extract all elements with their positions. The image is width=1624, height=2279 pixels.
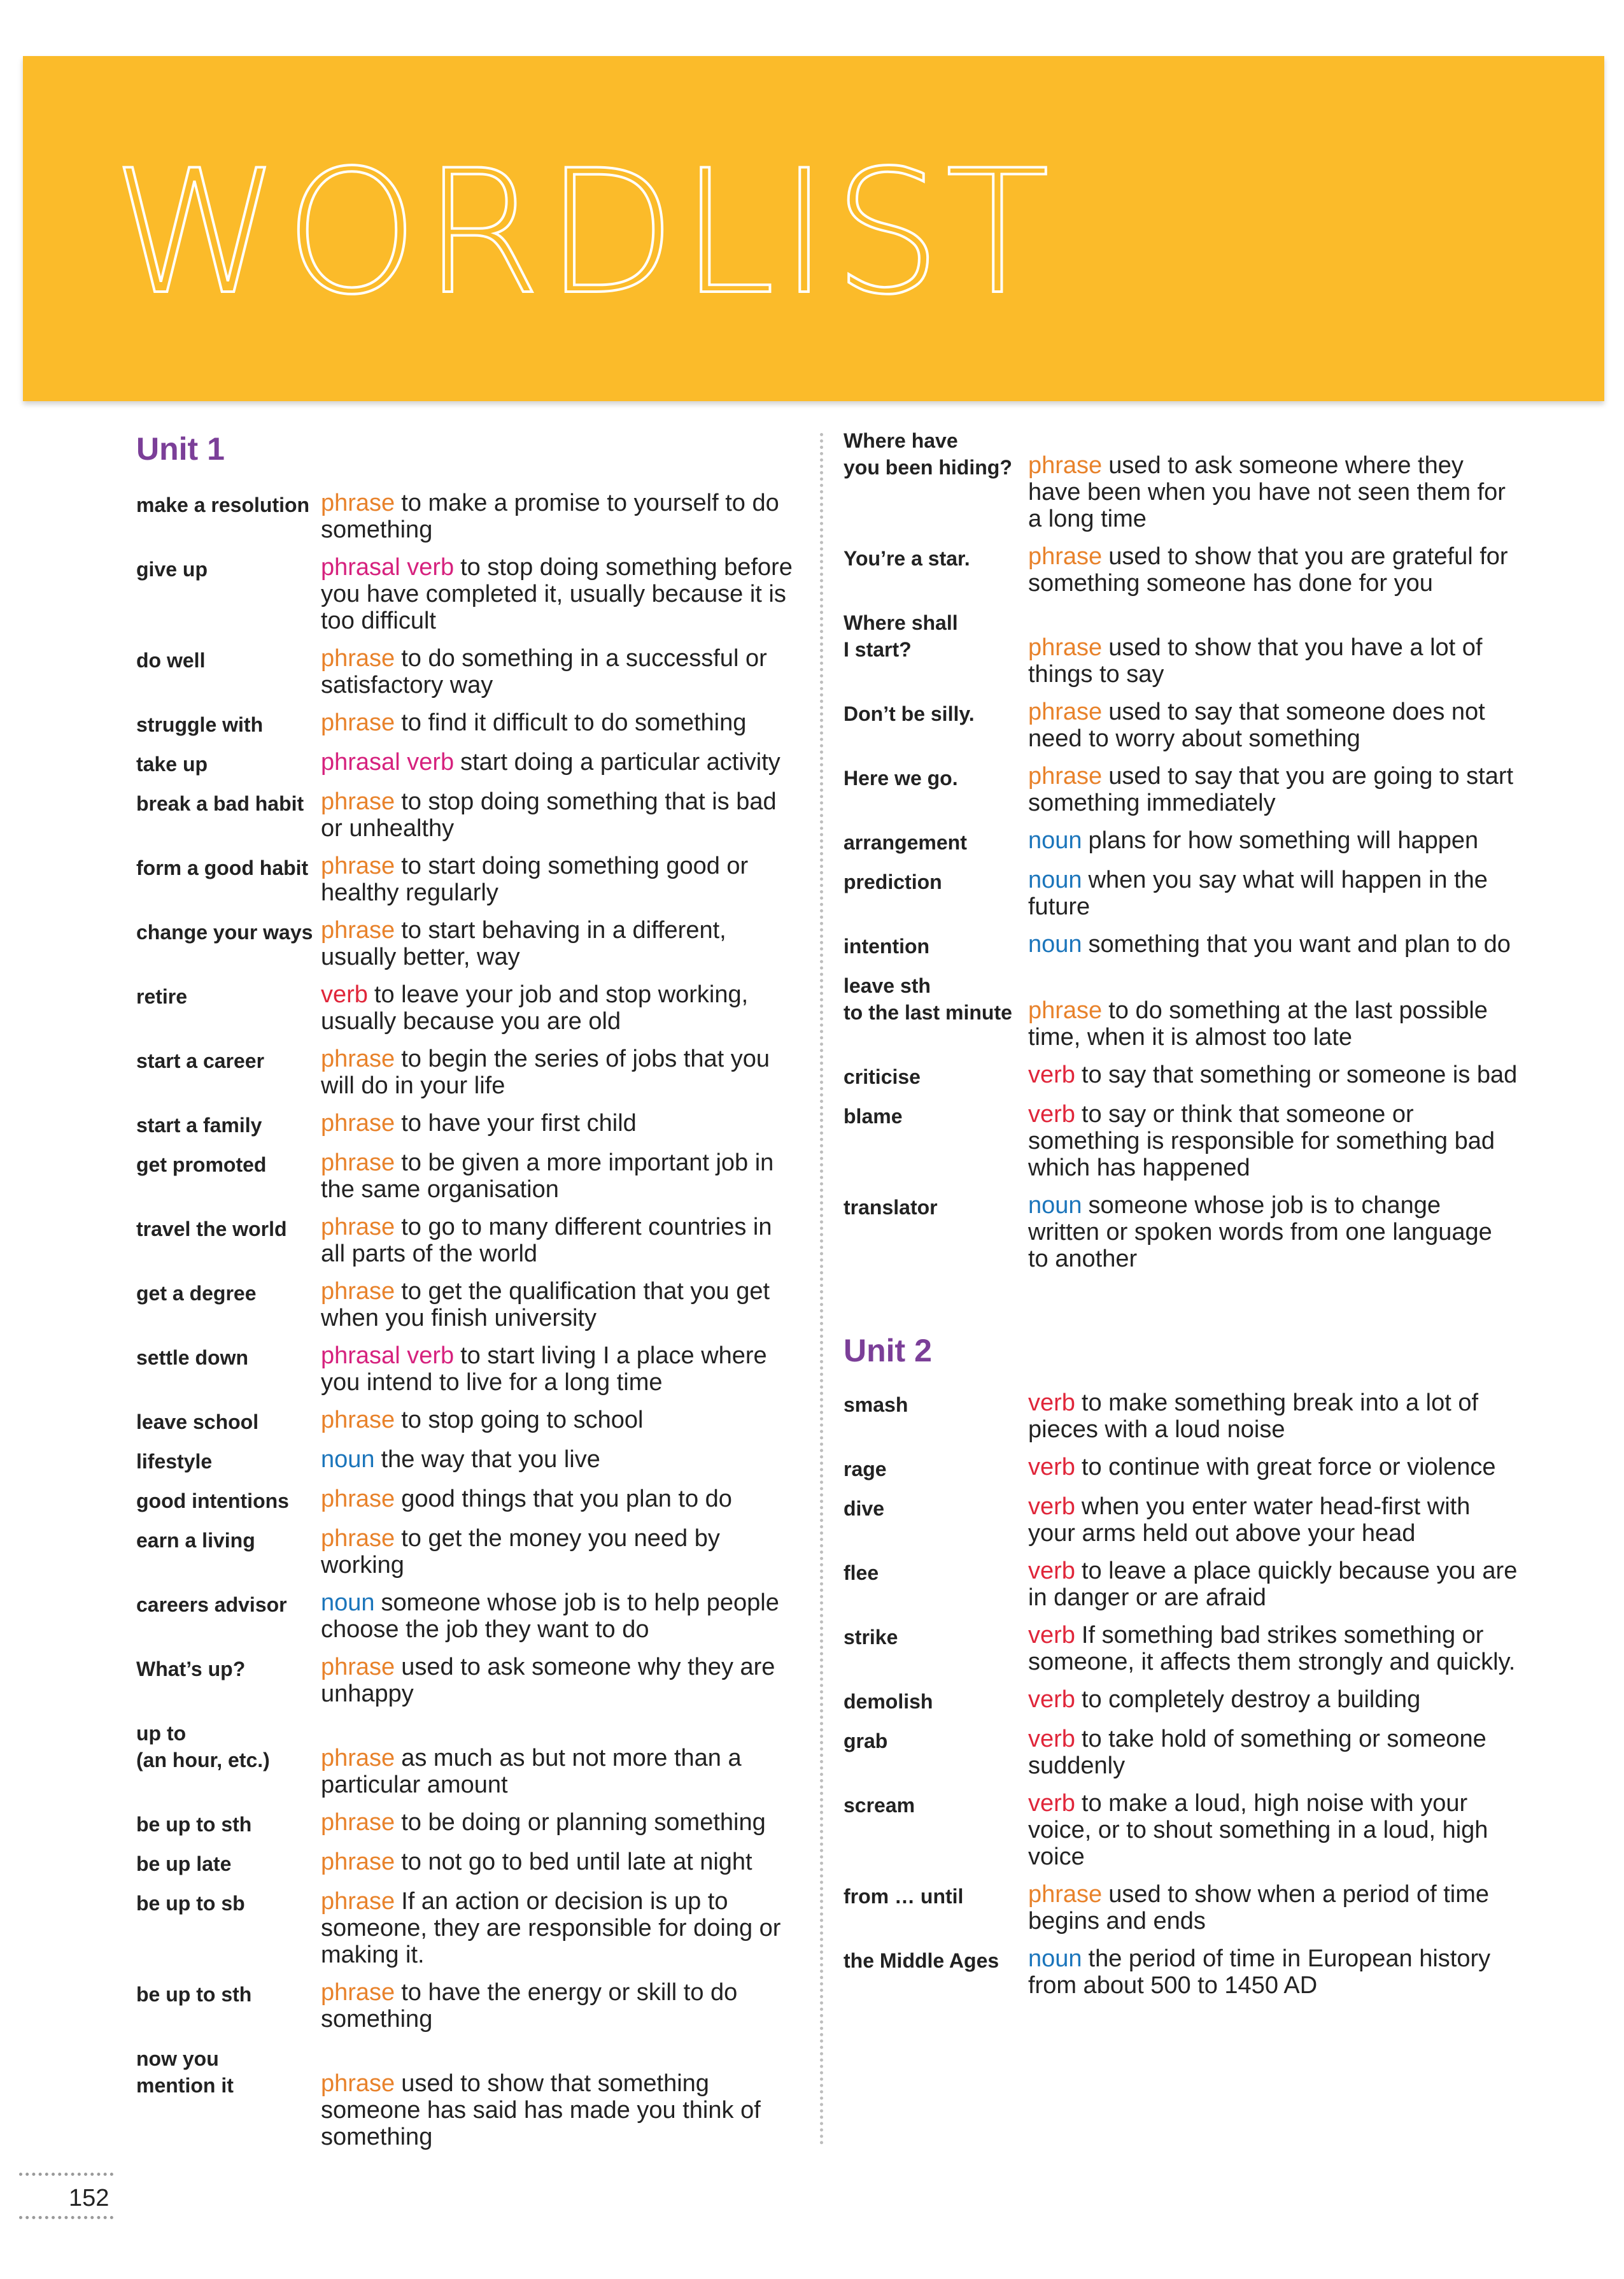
part-of-speech: phrase: [321, 645, 395, 672]
entry-definition-block: [321, 1525, 798, 1579]
entry-definition: used to say that someone does not need to worry about something: [1028, 699, 1485, 752]
entry-definition: something that you want and plan to do: [1088, 931, 1511, 958]
column-divider: [820, 433, 823, 2146]
entry-definition-block: [321, 1486, 798, 1512]
entry-definition-block: [1028, 425, 1518, 532]
wordlist-entry: [136, 1110, 798, 1139]
entry-term: struggle with: [136, 713, 264, 736]
entry-term: now you mention it: [136, 2047, 234, 2097]
entry-definition: to begin the series of jobs that you will do in your life: [321, 1046, 770, 1099]
entry-definition: to completely destroy a building: [1081, 1686, 1421, 1713]
entry-definition-block: [1028, 607, 1518, 688]
entry-term: criticise: [844, 1065, 921, 1088]
entry-term: You’re a star.: [844, 547, 970, 570]
part-of-speech: verb: [1028, 1622, 1075, 1649]
entry-definition-block: [321, 1809, 798, 1836]
page-number-rule: [19, 2216, 113, 2219]
entry-term: arrangement: [844, 831, 967, 854]
entry-definition: to stop doing something that is bad or unhealthy: [321, 788, 777, 842]
wordlist-entry: [844, 970, 1518, 1051]
part-of-speech: phrase: [321, 1979, 395, 2006]
part-of-speech: verb: [1028, 1790, 1075, 1817]
entry-definition-block: [1028, 1686, 1518, 1713]
entry-definition-block: [321, 1214, 798, 1267]
entry-definition-block: [1028, 1558, 1518, 1611]
entry-term: get promoted: [136, 1153, 267, 1176]
entry-term: start a family: [136, 1114, 262, 1137]
right-column: [844, 425, 1518, 2010]
entry-definition: to start doing something good or healthy regularly: [321, 853, 749, 906]
entry-term: Where shall I start?: [844, 611, 958, 661]
entry-term: Don’t be silly.: [844, 702, 975, 725]
entry-definition: used to show when a period of time begins and ends: [1028, 1881, 1489, 1935]
entry-term: get a degree: [136, 1282, 257, 1305]
entry-definition: If something bad strikes something or someone, it affects them strongly and quickly.: [1028, 1622, 1516, 1675]
wordlist-entry: [136, 1979, 798, 2033]
part-of-speech: verb: [321, 981, 368, 1008]
entry-definition: to continue with great force or violence: [1081, 1454, 1496, 1480]
entry-term: rage: [844, 1458, 887, 1480]
entry-definition: when you enter water head-first with your arms held out above your head: [1028, 1493, 1471, 1547]
entry-definition: to get the money you need by working: [321, 1525, 720, 1579]
page-title: WORDLIST: [112, 134, 1054, 332]
entry-term: start a career: [136, 1049, 265, 1072]
entry-term: take up: [136, 753, 208, 776]
entry-term: retire: [136, 985, 188, 1008]
part-of-speech: phrase: [321, 1110, 395, 1137]
entry-definition-block: [1028, 1493, 1518, 1547]
wordlist-entry: [844, 1945, 1518, 1999]
wordlist-entry: [136, 709, 798, 738]
wordlist-entry: [844, 699, 1518, 752]
entry-definition-block: [321, 1046, 798, 1099]
entry-definition: to find it difficult to do something: [401, 709, 747, 736]
entry-definition: to stop going to school: [401, 1407, 644, 1433]
entry-term: Where have you been hiding?: [844, 429, 1012, 479]
part-of-speech: phrase: [1028, 763, 1103, 790]
part-of-speech: verb: [1028, 1454, 1075, 1480]
entry-definition-block: [1028, 1790, 1518, 1870]
entry-definition-block: [1028, 827, 1518, 854]
entry-definition: to get the qualification that you get when you finish university: [321, 1278, 770, 1331]
entry-term: earn a living: [136, 1529, 255, 1552]
wordlist-entry: [136, 1849, 798, 1877]
part-of-speech: verb: [1028, 1389, 1075, 1416]
part-of-speech: noun: [1028, 931, 1082, 958]
entry-definition: to leave a place quickly because you are in danger or are afraid: [1028, 1558, 1518, 1611]
entry-definition-block: [321, 1849, 798, 1875]
wordlist-entry: [136, 749, 798, 777]
part-of-speech: verb: [1028, 1686, 1075, 1713]
entry-definition-block: [1028, 1881, 1518, 1935]
part-of-speech: phrase: [1028, 634, 1103, 661]
entry-definition-block: [321, 2043, 798, 2150]
wordlist-entry: [136, 2043, 798, 2150]
entry-definition: to do something at the last possible time, when it is almost too late: [1028, 997, 1488, 1051]
part-of-speech: phrase: [321, 1407, 395, 1433]
part-of-speech: noun: [1028, 1192, 1082, 1219]
entry-term: settle down: [136, 1346, 249, 1369]
part-of-speech: phrasal verb: [321, 554, 455, 581]
entry-definition: start doing a particular activity: [460, 749, 780, 776]
page-number-rule: [19, 2173, 113, 2176]
entry-term: leave school: [136, 1410, 259, 1433]
entry-definition: as much as but not more than a particular amount: [321, 1745, 742, 1798]
entry-definition: to be given a more important job in the same organisation: [321, 1149, 774, 1203]
entry-definition: used to show that you are grateful for something someone has done for you: [1028, 543, 1508, 597]
entry-term: scream: [844, 1794, 915, 1817]
entry-term: change your ways: [136, 921, 313, 944]
entry-definition-block: [1028, 1945, 1518, 1999]
entry-definition: to have your first child: [401, 1110, 637, 1137]
part-of-speech: noun: [321, 1589, 375, 1616]
wordlist-entry: [844, 543, 1518, 597]
wordlist-entry: [136, 1809, 798, 1838]
part-of-speech: phrase: [321, 490, 395, 516]
part-of-speech: phrase: [321, 1888, 395, 1915]
wordlist-entry: [136, 1046, 798, 1099]
entry-term: make a resolution: [136, 493, 310, 516]
entry-definition: to say that something or someone is bad: [1081, 1061, 1518, 1088]
entry-term: Here we go.: [844, 767, 958, 790]
entry-definition-block: [1028, 1622, 1518, 1675]
part-of-speech: phrase: [321, 2070, 395, 2097]
wordlist-entry: [136, 1888, 798, 1968]
wordlist-entry: [136, 788, 798, 842]
part-of-speech: phrasal verb: [321, 1342, 455, 1369]
part-of-speech: verb: [1028, 1558, 1075, 1584]
wordlist-entry: [844, 1389, 1518, 1443]
entry-definition: to say or think that someone or something is responsible for something bad which has happened: [1028, 1101, 1495, 1181]
wordlist-entry: [844, 1493, 1518, 1547]
wordlist-entry: [136, 1278, 798, 1331]
entry-definition-block: [1028, 1192, 1518, 1272]
wordlist-entry: [136, 1589, 798, 1643]
entry-definition-block: [321, 645, 798, 699]
entry-term: the Middle Ages: [844, 1949, 999, 1972]
entry-definition: plans for how something will happen: [1088, 827, 1479, 854]
entry-definition: used to show that something someone has said has made you think of something: [321, 2070, 761, 2150]
entry-definition: used to show that you have a lot of things to say: [1028, 634, 1483, 688]
wordlist-entry: [844, 607, 1518, 688]
entry-term: grab: [844, 1729, 888, 1752]
entry-definition: the period of time in European history from about 500 to 1450 AD: [1028, 1945, 1491, 1999]
wordlist-entry: [136, 853, 798, 906]
entry-definition: when you say what will happen in the future: [1028, 867, 1488, 920]
entry-definition-block: [321, 709, 798, 736]
part-of-speech: phrase: [1028, 997, 1103, 1024]
part-of-speech: phrase: [321, 1486, 395, 1512]
wordlist-entry: [844, 1726, 1518, 1779]
entry-definition: to leave your job and stop working, usually because you are old: [321, 981, 749, 1035]
unit-heading: Unit 1: [136, 431, 225, 467]
entry-definition: to start living I a place where you intend to live for a long time: [321, 1342, 767, 1396]
part-of-speech: verb: [1028, 1101, 1075, 1128]
entry-definition: to go to many different countries in all parts of the world: [321, 1214, 772, 1267]
entry-definition-block: [1028, 1726, 1518, 1779]
part-of-speech: phrase: [1028, 1881, 1103, 1908]
part-of-speech: phrase: [321, 1046, 395, 1072]
wordlist-entry: [136, 1342, 798, 1396]
entry-definition-block: [1028, 1101, 1518, 1181]
part-of-speech: phrase: [321, 709, 395, 736]
entry-definition-block: [321, 554, 798, 634]
wordlist-entry: [136, 1407, 798, 1435]
entry-definition-block: [321, 1149, 798, 1203]
entry-definition-block: [321, 1110, 798, 1137]
entry-term: do well: [136, 649, 206, 672]
part-of-speech: noun: [1028, 827, 1082, 854]
part-of-speech: phrase: [1028, 699, 1103, 725]
entry-definition-block: [321, 1342, 798, 1396]
entry-definition: If an action or decision is up to someone, they are responsible for doing or making it.: [321, 1888, 781, 1968]
wordlist-entry: [844, 1192, 1518, 1272]
entry-definition-block: [321, 1979, 798, 2033]
wordlist-entry: [136, 1214, 798, 1267]
part-of-speech: phrase: [321, 1214, 395, 1240]
wordlist-entry: [844, 1790, 1518, 1870]
entry-term: What’s up?: [136, 1658, 246, 1680]
part-of-speech: verb: [1028, 1061, 1075, 1088]
part-of-speech: phrase: [321, 1745, 395, 1771]
part-of-speech: phrasal verb: [321, 749, 455, 776]
entry-term: give up: [136, 558, 208, 581]
wordlist-entry: [844, 867, 1518, 920]
part-of-speech: noun: [321, 1446, 375, 1473]
part-of-speech: phrase: [321, 917, 395, 944]
part-of-speech: noun: [1028, 1945, 1082, 1972]
wordlist-entry: [136, 645, 798, 699]
wordlist-entry: [136, 554, 798, 634]
entry-definition-block: [1028, 699, 1518, 752]
entry-term: form a good habit: [136, 856, 309, 879]
entry-term: be up to sb: [136, 1892, 245, 1915]
entry-definition: to make a loud, high noise with your voice, or to shout something in a loud, high voice: [1028, 1790, 1488, 1870]
entry-definition: used to say that you are going to start something immediately: [1028, 763, 1514, 816]
entry-definition: to make something break into a lot of pieces with a loud noise: [1028, 1389, 1479, 1443]
entry-definition: to have the energy or skill to do something: [321, 1979, 738, 2033]
wordlist-entry: [136, 1525, 798, 1579]
entry-term: up to (an hour, etc.): [136, 1722, 270, 1771]
wordlist-entry: [136, 1718, 798, 1798]
entry-term: careers advisor: [136, 1593, 287, 1616]
entry-definition-block: [321, 1888, 798, 1968]
entry-definition: to do something in a successful or satisfactory way: [321, 645, 767, 699]
entry-term: travel the world: [136, 1218, 287, 1240]
wordlist-entry: [136, 1149, 798, 1203]
entry-definition-block: [321, 1407, 798, 1433]
entry-list: [136, 490, 798, 2150]
entry-list: [844, 425, 1518, 1272]
entry-definition-block: [321, 1278, 798, 1331]
part-of-speech: verb: [1028, 1726, 1075, 1752]
entry-definition: to be doing or planning something: [401, 1809, 766, 1836]
part-of-speech: phrase: [321, 1654, 395, 1680]
entry-term: flee: [844, 1561, 879, 1584]
unit-heading: Unit 2: [844, 1333, 932, 1368]
entry-term: be up to sth: [136, 1983, 252, 2006]
entry-definition: someone whose job is to change written or spoken words from one language to another: [1028, 1192, 1492, 1272]
part-of-speech: phrase: [321, 853, 395, 879]
entry-definition: used to ask someone why they are unhappy: [321, 1654, 775, 1707]
part-of-speech: phrase: [321, 1809, 395, 1836]
wordlist-entry: [844, 425, 1518, 532]
part-of-speech: phrase: [321, 788, 395, 815]
entry-term: break a bad habit: [136, 792, 304, 815]
wordlist-entry: [136, 1446, 798, 1475]
wordlist-entry: [844, 827, 1518, 856]
entry-definition-block: [321, 853, 798, 906]
entry-list: [844, 1389, 1518, 1999]
entry-term: demolish: [844, 1690, 933, 1713]
entry-definition: to make a promise to yourself to do something: [321, 490, 779, 543]
entry-term: prediction: [844, 870, 942, 893]
part-of-speech: verb: [1028, 1493, 1075, 1520]
entry-term: leave sth to the last minute: [844, 974, 1012, 1024]
entry-definition-block: [1028, 931, 1518, 958]
entry-definition: someone whose job is to help people choose the job they want to do: [321, 1589, 779, 1643]
entry-definition: to stop doing something before you have completed it, usually because it is too difficult: [321, 554, 793, 634]
entry-term: strike: [844, 1626, 898, 1649]
entry-term: good intentions: [136, 1489, 289, 1512]
entry-term: from … until: [844, 1885, 964, 1908]
wordlist-entry: [844, 1101, 1518, 1181]
entry-definition: used to ask someone where they have been when you have not seen them for a long time: [1028, 452, 1506, 532]
page-number: 152: [69, 2185, 109, 2212]
entry-definition: good things that you plan to do: [401, 1486, 732, 1512]
entry-definition-block: [321, 1654, 798, 1707]
entry-definition: to start behaving in a different, usually better, way: [321, 917, 726, 970]
wordlist-entry: [136, 981, 798, 1035]
part-of-speech: phrase: [321, 1849, 395, 1875]
entry-definition-block: [1028, 970, 1518, 1051]
wordlist-entry: [136, 1654, 798, 1707]
part-of-speech: phrase: [1028, 452, 1103, 479]
entry-term: translator: [844, 1196, 938, 1219]
entry-term: intention: [844, 935, 930, 958]
wordlist-entry: [844, 1622, 1518, 1675]
entry-definition: to not go to bed until late at night: [401, 1849, 752, 1875]
entry-definition-block: [321, 917, 798, 970]
entry-term: lifestyle: [136, 1450, 213, 1473]
entry-term: blame: [844, 1105, 903, 1128]
entry-definition-block: [321, 1446, 798, 1473]
entry-definition-block: [1028, 543, 1518, 597]
part-of-speech: phrase: [321, 1525, 395, 1552]
entry-term: be up late: [136, 1852, 232, 1875]
entry-term: dive: [844, 1497, 885, 1520]
part-of-speech: phrase: [321, 1149, 395, 1176]
wordlist-entry: [136, 917, 798, 970]
wordlist-entry: [844, 1558, 1518, 1611]
wordlist-entry: [136, 490, 798, 543]
entry-definition: to take hold of something or someone suddenly: [1028, 1726, 1486, 1779]
wordlist-entry: [844, 1454, 1518, 1482]
entry-definition-block: [1028, 763, 1518, 816]
entry-definition-block: [1028, 1454, 1518, 1480]
entry-definition: the way that you live: [381, 1446, 600, 1473]
entry-definition-block: [321, 490, 798, 543]
wordlist-entry: [844, 931, 1518, 960]
wordlist-entry: [844, 1061, 1518, 1090]
entry-definition-block: [1028, 1389, 1518, 1443]
entry-definition-block: [321, 788, 798, 842]
wordlist-entry: [844, 763, 1518, 816]
entry-definition-block: [321, 981, 798, 1035]
part-of-speech: noun: [1028, 867, 1082, 893]
wordlist-entry: [844, 1881, 1518, 1935]
entry-definition-block: [1028, 1061, 1518, 1088]
entry-term: be up to sth: [136, 1813, 252, 1836]
left-column: [136, 427, 798, 2161]
entry-definition-block: [321, 1718, 798, 1798]
part-of-speech: phrase: [321, 1278, 395, 1305]
entry-definition-block: [321, 749, 798, 776]
wordlist-entry: [844, 1686, 1518, 1715]
entry-term: smash: [844, 1393, 908, 1416]
entry-definition-block: [321, 1589, 798, 1643]
wordlist-entry: [136, 1486, 798, 1514]
entry-definition-block: [1028, 867, 1518, 920]
part-of-speech: phrase: [1028, 543, 1103, 570]
